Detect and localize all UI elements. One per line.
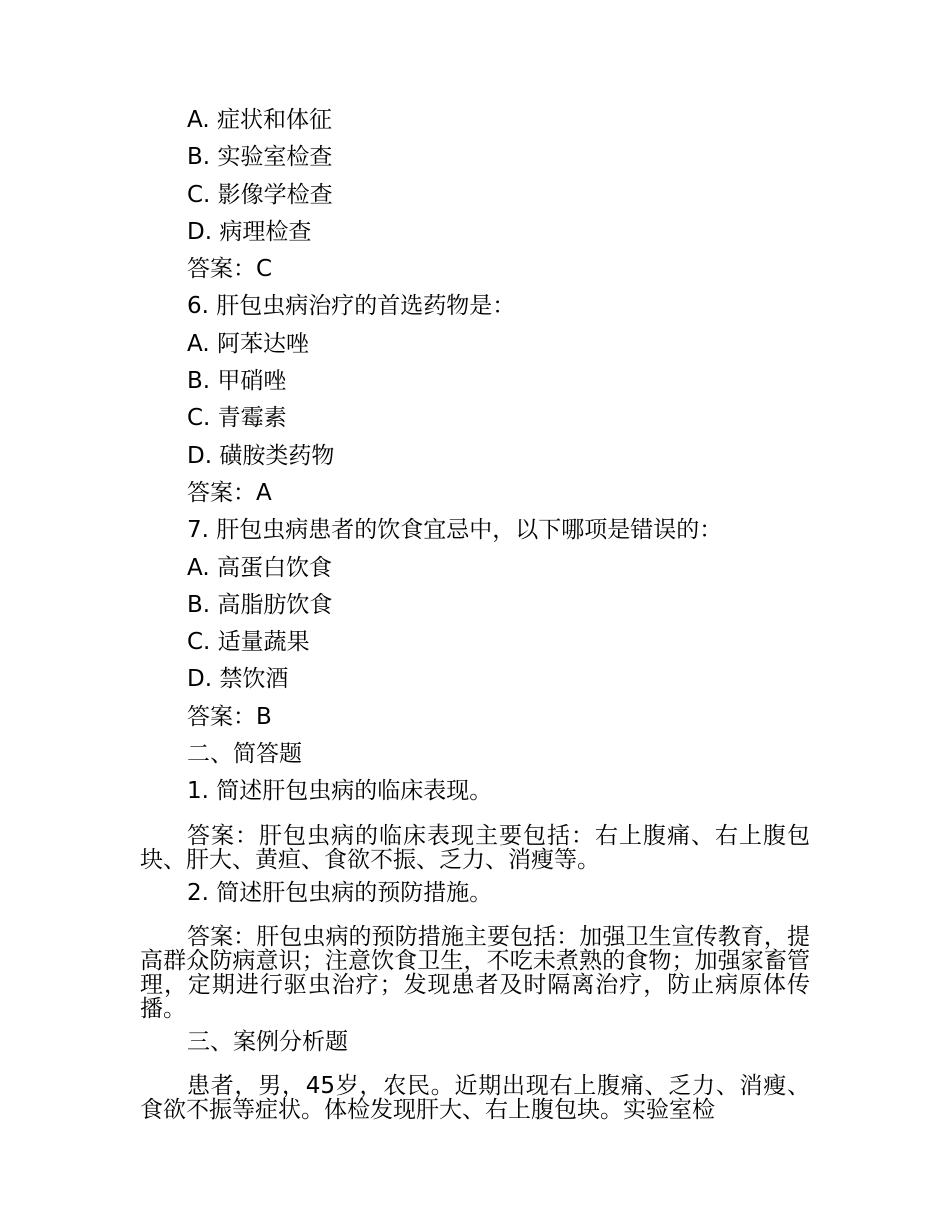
option-d-pathology: D. 病理检查 [187,218,312,245]
section-case-analysis: 三、案例分析题 [187,1028,348,1055]
short-answer-1: 答案：肝包虫病的临床表现主要包括：右上腹痛、右上腹包块、肝大、黄疸、食欲不振、乏力、消瘦等。 [140,822,810,873]
answer-q7: 答案：B [187,703,272,730]
short-answer-2: 答案：肝包虫病的预防措施主要包括：加强卫生宣传教育，提高群众防病意识；注意饮食卫生，不吃未煮熟的食物；加强家畜管理，定期进行驱虫治疗；发现患者及时隔离治疗，防止病原体传播。 [140,923,810,1022]
q6-option-d: D. 磺胺类药物 [187,442,335,469]
q6-option-a: A. 阿苯达唑 [187,330,309,357]
short-question-2: 2. 简述肝包虫病的预防措施。 [187,879,493,906]
section-short-answer: 二、简答题 [187,741,302,768]
q6-option-c: C. 青霉素 [187,405,287,432]
option-a-symptoms: A. 症状和体征 [187,107,332,133]
q7-option-a: A. 高蛋白饮食 [187,554,332,581]
short-question-1: 1. 简述肝包虫病的临床表现。 [187,778,493,805]
question-7: 7. 肝包虫病患者的饮食宜忌中，以下哪项是错误的： [187,517,723,544]
q7-option-d: D. 禁饮酒 [187,666,289,693]
case-description: 患者，男，45岁，农民。近期出现右上腹痛、乏力、消瘦、食欲不振等症状。体检发现肝大、右上腹包块。实验室检 [140,1073,810,1124]
q6-option-b: B. 甲硝唑 [187,368,287,395]
answer-q6: 答案：A [187,479,272,506]
q7-option-c: C. 适量蔬果 [187,629,310,656]
answer-q5: 答案：C [187,256,273,283]
q7-option-b: B. 高脂肪饮食 [187,591,333,618]
option-b-lab-test: B. 实验室检查 [187,144,333,171]
document-content [140,102,810,1122]
question-6: 6. 肝包虫病治疗的首选药物是： [187,293,516,320]
option-c-imaging: C. 影像学检查 [187,181,333,208]
